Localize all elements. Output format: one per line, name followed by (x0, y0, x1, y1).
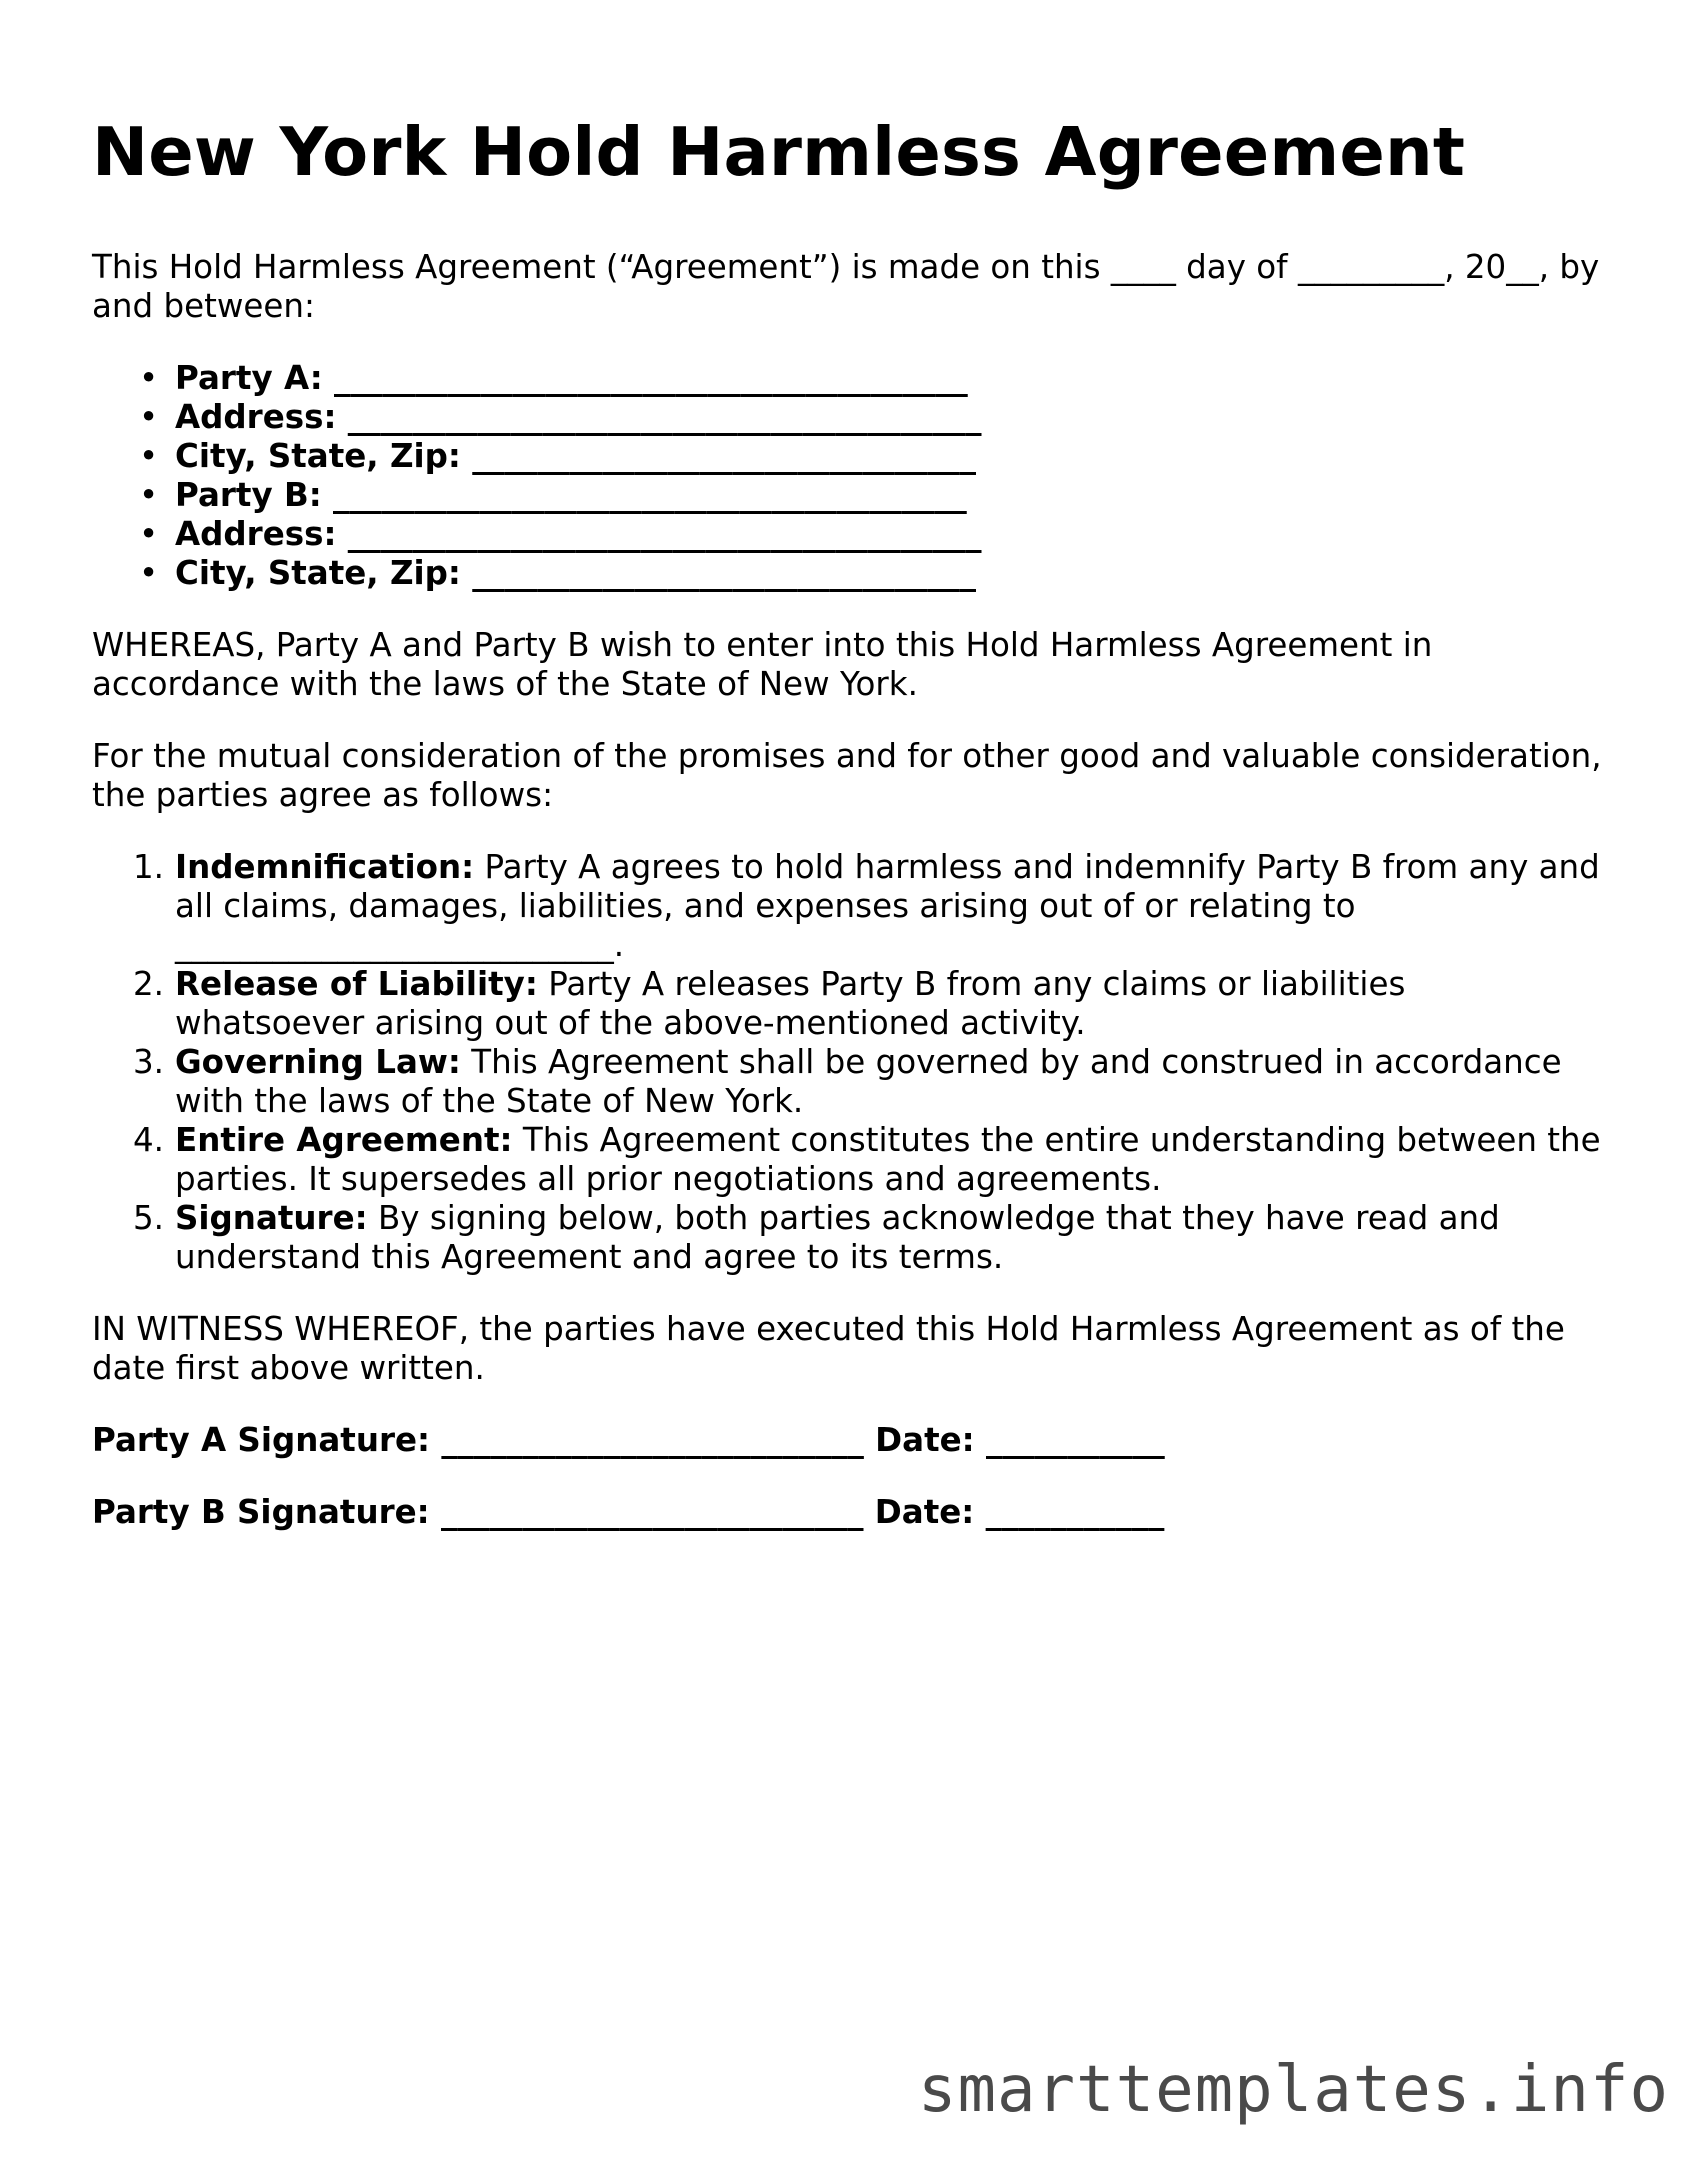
consideration-paragraph: For the mutual consideration of the promises and for other good and valuable consideration, the parties agree as follows: (92, 737, 1602, 814)
list-item (139, 437, 1602, 476)
date-blank: ___________ (985, 1421, 1165, 1459)
list-item (133, 1121, 1602, 1199)
party-details-list (92, 359, 1602, 593)
bullet-icon: • (139, 398, 159, 436)
list-item (139, 398, 1602, 437)
party-field-blank: _______________________________________ (347, 515, 982, 553)
term-title: Entire Agreement: (175, 1121, 513, 1159)
list-item (133, 848, 1602, 965)
signature-label: Party B Signature: (92, 1493, 441, 1531)
list-item (133, 965, 1602, 1043)
terms-list (92, 848, 1602, 1277)
bullet-icon: • (139, 554, 159, 592)
term-number: 1. (133, 848, 165, 886)
signature-label: Party A Signature: (92, 1421, 442, 1459)
signature-blank: __________________________ (441, 1421, 864, 1459)
list-item (139, 476, 1602, 515)
list-item (133, 1199, 1602, 1277)
term-text: Party A releases Party B from any claims or liabilities whatsoever arising out of the above-mentioned activity. (175, 965, 1406, 1042)
party-field-label: City, State, Zip: (175, 554, 461, 592)
party-field-label: City, State, Zip: (175, 437, 461, 475)
term-title: Governing Law: (175, 1043, 461, 1081)
bullet-icon: • (139, 437, 159, 475)
term-title: Indemnification: (175, 848, 475, 886)
party-field-blank: _______________________________________ (333, 476, 967, 514)
term-number: 3. (133, 1043, 165, 1081)
party-a-signature-line (92, 1421, 1602, 1460)
term-text: This Agreement shall be governed by and construed in accordance with the laws of the State of New York. (175, 1043, 1562, 1120)
bullet-icon: • (139, 359, 159, 397)
party-field-label: Party A: (175, 359, 323, 397)
party-field-blank: _______________________________________ (347, 398, 982, 436)
bullet-icon: • (139, 515, 159, 553)
term-title: Release of Liability: (175, 965, 538, 1003)
intro-paragraph: This Hold Harmless Agreement (“Agreement”) is made on this ____ day of _________, 20__, by and between: (92, 248, 1600, 325)
list-item (139, 359, 1602, 398)
witness-paragraph: IN WITNESS WHEREOF, the parties have executed this Hold Harmless Agreement as of the date first above written. (92, 1310, 1565, 1387)
date-label: Date: (863, 1421, 986, 1459)
party-field-label: Address: (175, 515, 337, 553)
document-page (92, 112, 1602, 1532)
term-number: 2. (133, 965, 165, 1003)
date-label: Date: (863, 1493, 986, 1531)
term-text: Party A agrees to hold harmless and indemnify Party B from any and all claims, damages, liabilities, and expenses arising out of or relating to ___________________________. (175, 848, 1600, 964)
party-b-signature-line (92, 1493, 1602, 1532)
term-text: By signing below, both parties acknowledge that they have read and understand this Agreement and agree to its terms. (175, 1199, 1500, 1276)
term-number: 5. (133, 1199, 165, 1237)
party-field-blank: _______________________________ (472, 437, 977, 475)
party-field-blank: _______________________________________ (334, 359, 968, 397)
term-title: Signature: (175, 1199, 368, 1237)
document-title: New York Hold Harmless Agreement (92, 113, 1466, 191)
list-item (133, 1043, 1602, 1121)
whereas-paragraph: WHEREAS, Party A and Party B wish to enter into this Hold Harmless Agreement in accordance with the laws of the State of New York. (92, 626, 1433, 703)
date-blank: ___________ (985, 1493, 1165, 1531)
watermark: smarttemplates.info (917, 2053, 1669, 2127)
list-item (139, 554, 1602, 593)
party-field-label: Party B: (175, 476, 322, 514)
term-number: 4. (133, 1121, 165, 1159)
party-field-label: Address: (175, 398, 337, 436)
signature-blank: __________________________ (440, 1493, 864, 1531)
list-item (139, 515, 1602, 554)
term-text: This Agreement constitutes the entire understanding between the parties. It supersedes all prior negotiations and agreements. (175, 1121, 1601, 1198)
party-field-blank: _______________________________ (472, 554, 977, 592)
bullet-icon: • (139, 476, 159, 514)
